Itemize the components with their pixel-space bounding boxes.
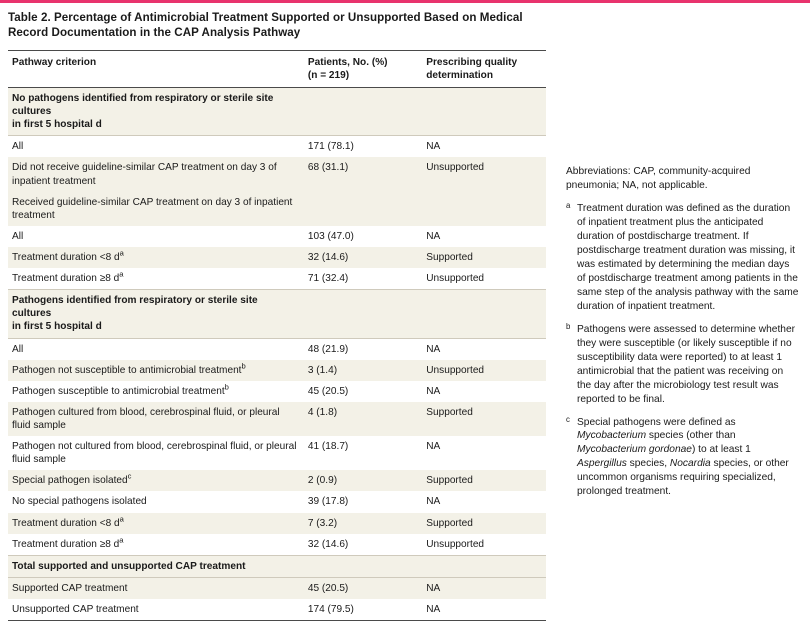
table-row bbox=[8, 136, 546, 158]
row-criterion: No special pathogens isolated bbox=[8, 491, 304, 512]
footnote-b bbox=[566, 323, 800, 407]
row-criterion bbox=[8, 268, 304, 290]
table-body bbox=[8, 88, 546, 621]
row-quality: NA bbox=[422, 577, 546, 599]
table-row bbox=[8, 381, 546, 402]
row-quality: NA bbox=[422, 338, 546, 360]
row-criterion bbox=[8, 290, 304, 338]
row-criterion-line2: inpatient treatment bbox=[12, 175, 96, 187]
row-quality: Unsupported bbox=[422, 534, 546, 556]
table-row bbox=[8, 157, 546, 191]
footnote-c-italic3: Aspergillus bbox=[577, 458, 627, 470]
row-patients: 3 (1.4) bbox=[304, 360, 422, 381]
page-content bbox=[0, 3, 810, 615]
row-criterion bbox=[8, 192, 304, 226]
row-patients bbox=[304, 555, 422, 577]
footnote-a bbox=[566, 202, 800, 314]
column-header-criterion: Pathway criterion bbox=[8, 50, 304, 87]
row-quality: Supported bbox=[422, 402, 546, 436]
row-patients: 2 (0.9) bbox=[304, 470, 422, 491]
row-criterion-line1: Pathogens identified from respiratory or sterile site cultures bbox=[12, 295, 258, 320]
table-row bbox=[8, 268, 546, 290]
row-criterion: Unsupported CAP treatment bbox=[8, 599, 304, 621]
table-column bbox=[0, 3, 556, 615]
table-row bbox=[8, 247, 546, 268]
row-patients bbox=[304, 88, 422, 136]
column-header-quality bbox=[422, 50, 546, 87]
footnote-ref: b bbox=[241, 361, 246, 371]
row-patients: 7 (3.2) bbox=[304, 513, 422, 534]
row-quality: NA bbox=[422, 599, 546, 621]
row-criterion: Supported CAP treatment bbox=[8, 577, 304, 599]
row-patients: 39 (17.8) bbox=[304, 491, 422, 512]
row-criterion-line1: Received guideline-similar CAP treatment on day 3 of inpatient bbox=[12, 196, 293, 208]
column-header-quality-line2: determination bbox=[426, 69, 493, 81]
footnote-c-part2: species (other than bbox=[646, 430, 736, 442]
data-table bbox=[8, 50, 546, 621]
row-patients: 171 (78.1) bbox=[304, 136, 422, 158]
row-quality: Supported bbox=[422, 247, 546, 268]
table-row bbox=[8, 226, 546, 247]
row-criterion: Total supported and unsupported CAP treatment bbox=[8, 555, 304, 577]
footnote-c bbox=[566, 416, 800, 500]
footnote-c-italic2: Mycobacterium gordonae bbox=[577, 444, 692, 456]
table-row bbox=[8, 534, 546, 556]
row-quality: NA bbox=[422, 136, 546, 158]
table-row bbox=[8, 360, 546, 381]
row-criterion: All bbox=[8, 226, 304, 247]
footnote-b-text: Pathogens were assessed to determine whether they were susceptible (or likely susceptible if no susceptibility data were reported) to at least 1 antimicrobial that the patient was receiving on the day after the microbiology test result was reported to be final. bbox=[577, 323, 796, 405]
table-row bbox=[8, 555, 546, 577]
table-row bbox=[8, 599, 546, 621]
row-criterion bbox=[8, 381, 304, 402]
row-patients: 45 (20.5) bbox=[304, 381, 422, 402]
footnote-ref: a bbox=[119, 535, 124, 545]
row-criterion-text: Special pathogen isolated bbox=[12, 475, 128, 487]
row-criterion bbox=[8, 513, 304, 534]
row-patients: 32 (14.6) bbox=[304, 247, 422, 268]
row-quality: NA bbox=[422, 491, 546, 512]
abbreviations-note: Abbreviations: CAP, community-acquired pneumonia; NA, not applicable. bbox=[566, 166, 751, 191]
column-header-patients-line1: Patients, No. (%) bbox=[307, 56, 388, 68]
footnote-ref: a bbox=[119, 269, 124, 279]
table-row bbox=[8, 290, 546, 338]
row-criterion-line1: Did not receive guideline-similar CAP treatment on day 3 of bbox=[12, 162, 277, 174]
footnote-c-italic1: Mycobacterium bbox=[577, 430, 647, 442]
row-criterion-line2: treatment bbox=[12, 209, 55, 221]
row-criterion-text: Treatment duration <8 d bbox=[12, 252, 120, 264]
row-criterion-text: Pathogen susceptible to antimicrobial treatment bbox=[12, 385, 225, 397]
row-criterion bbox=[8, 157, 304, 191]
footnote-b-marker: b bbox=[566, 321, 571, 331]
footnote-c-marker: c bbox=[566, 414, 570, 424]
row-quality: NA bbox=[422, 226, 546, 247]
footnote-c-part4: species, bbox=[626, 458, 670, 470]
table-row bbox=[8, 338, 546, 360]
row-quality: NA bbox=[422, 436, 546, 470]
row-criterion-text: Pathogen not susceptible to antimicrobial treatment bbox=[12, 364, 242, 376]
row-patients: 174 (79.5) bbox=[304, 599, 422, 621]
table-row bbox=[8, 577, 546, 599]
row-patients: 68 (31.1) bbox=[304, 157, 422, 191]
footnote-ref: b bbox=[224, 382, 229, 392]
column-header-quality-line1: Prescribing quality bbox=[426, 56, 518, 68]
row-criterion: Pathogen cultured from blood, cerebrospinal fluid, or pleural fluid sample bbox=[8, 402, 304, 436]
table-header-row bbox=[8, 50, 546, 87]
row-patients: 4 (1.8) bbox=[304, 402, 422, 436]
footnote-c-part3: ) to at least 1 bbox=[691, 444, 751, 456]
row-criterion: Pathogen not cultured from blood, cerebrospinal fluid, or pleural fluid sample bbox=[8, 436, 304, 470]
row-patients: 71 (32.4) bbox=[304, 268, 422, 290]
table-title: Table 2. Percentage of Antimicrobial Treatment Supported or Unsupported Based on Medical Record Documentation in the CAP Analysis Pathway bbox=[8, 11, 523, 40]
footnote-a-text: Treatment duration was defined as the duration of inpatient treatment plus the anticipated duration of postdischarge treatment. If postdischarge treatment duration was missing, it was estimated by determining the median days of postdischarge treatment among patients in the same step of the analysis pathway with the same duration of inpatient treatment. bbox=[577, 202, 799, 312]
row-criterion bbox=[8, 470, 304, 491]
row-quality: NA bbox=[422, 381, 546, 402]
row-criterion-text: Treatment duration ≥8 d bbox=[12, 273, 120, 285]
row-criterion bbox=[8, 88, 304, 136]
table-row bbox=[8, 192, 546, 226]
column-header-patients bbox=[304, 50, 422, 87]
row-criterion-line2: in first 5 hospital d bbox=[12, 321, 102, 333]
row-criterion-text: Treatment duration <8 d bbox=[12, 517, 120, 529]
row-quality bbox=[422, 290, 546, 338]
row-quality bbox=[422, 88, 546, 136]
row-criterion-line2: in first 5 hospital d bbox=[12, 119, 102, 131]
footnote-c-italic4: Nocardia bbox=[669, 458, 711, 470]
row-criterion-line1: No pathogens identified from respiratory or sterile site cultures bbox=[12, 93, 274, 118]
row-patients bbox=[304, 192, 422, 226]
row-criterion bbox=[8, 360, 304, 381]
table-row bbox=[8, 470, 546, 491]
row-quality: Unsupported bbox=[422, 157, 546, 191]
row-quality: Unsupported bbox=[422, 268, 546, 290]
row-patients: 41 (18.7) bbox=[304, 436, 422, 470]
row-criterion: All bbox=[8, 338, 304, 360]
row-patients: 32 (14.6) bbox=[304, 534, 422, 556]
table-header bbox=[8, 50, 546, 87]
column-header-patients-line2: (n = 219) bbox=[307, 69, 350, 81]
footnote-c-part1: Special pathogens were defined as bbox=[577, 416, 736, 428]
table-row bbox=[8, 436, 546, 470]
row-patients: 48 (21.9) bbox=[304, 338, 422, 360]
row-patients bbox=[304, 290, 422, 338]
footnote-a-marker: a bbox=[566, 200, 571, 210]
row-quality: Supported bbox=[422, 470, 546, 491]
row-quality bbox=[422, 555, 546, 577]
footnote-ref: a bbox=[119, 248, 124, 258]
row-patients: 103 (47.0) bbox=[304, 226, 422, 247]
row-criterion-text: Treatment duration ≥8 d bbox=[12, 538, 120, 550]
table-row bbox=[8, 513, 546, 534]
row-criterion bbox=[8, 534, 304, 556]
footnote-c-part5: species, or other uncommon organisms requiring specialized, prolonged treatment. bbox=[577, 458, 789, 498]
footnote-ref: c bbox=[127, 471, 132, 481]
notes-column bbox=[556, 3, 810, 508]
row-quality: Supported bbox=[422, 513, 546, 534]
row-criterion bbox=[8, 247, 304, 268]
row-quality bbox=[422, 192, 546, 226]
table-row bbox=[8, 88, 546, 136]
row-patients: 45 (20.5) bbox=[304, 577, 422, 599]
row-quality: Unsupported bbox=[422, 360, 546, 381]
row-criterion: All bbox=[8, 136, 304, 158]
footnote-ref: a bbox=[119, 514, 124, 524]
table-row bbox=[8, 491, 546, 512]
table-row bbox=[8, 402, 546, 436]
